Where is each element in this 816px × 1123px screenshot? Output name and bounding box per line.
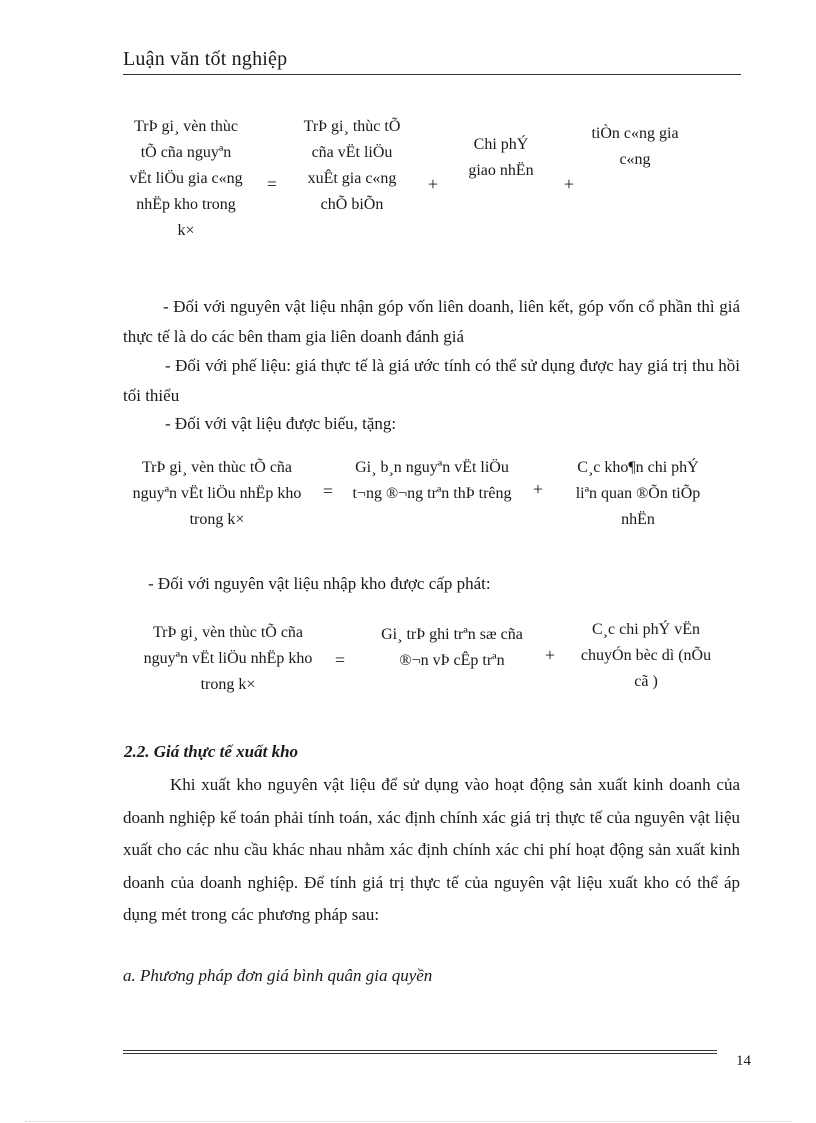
page-edge (25, 1121, 791, 1122)
paragraph-donated: - Đối với vật liệu được biếu, tặng: (165, 414, 397, 433)
header-divider (123, 74, 741, 75)
formula-1-term-3: tiÒn c«ng gia c«ng (591, 125, 679, 168)
formula-1-plus-1: + (427, 174, 439, 194)
paragraph-capital-contribution: - Đối với nguyên vật liệu nhận góp vốn liên doanh, liên kết, góp vốn cổ phần thì giá thực tế là do các bên tham gia liên doanh đánh giá (123, 297, 740, 346)
formula-2-lhs: TrÞ gi¸ vèn thùc tÕ cña nguyªn vËt liÖu nhËp kho trong k× (132, 459, 302, 528)
formula-3-equals: = (334, 650, 346, 670)
paragraph-allocated: - Đối với nguyên vật liệu nhập kho được cấp phát: (148, 574, 491, 593)
formula-1-lhs: TrÞ gi¸ vèn thùc tÕ cña nguyªn vËt liÖu gia c«ng nhËp kho trong k× (129, 118, 243, 239)
page-number: 14 (736, 1053, 751, 1069)
section-heading: 2.2. Giá thực tế xuất kho (124, 742, 299, 761)
formula-2-equals: = (322, 481, 334, 501)
formula-1-equals: = (266, 174, 278, 194)
section-body: Khi xuất kho nguyên vật liệu để sử dụng vào hoạt động sản xuất kinh doanh của doanh nghiệp kế toán phải tính toán, xác định chính xác giá trị thực tế của nguyên vật liệu xuất cho các nhu cầu khác nhau nhằm xác định chính xác chi phí hoạt động sản xuất kinh doanh của doanh nghiệp. Để tính giá trị thực tế của nguyên vật liệu xuất kho có thể áp dụng mét trong các phương pháp sau: (123, 775, 740, 924)
formula-3-lhs: TrÞ gi¸ vèn thùc tÕ cña nguyªn vËt liÖu nhËp kho trong k× (143, 624, 313, 693)
footer-divider-double (123, 1053, 717, 1054)
formula-3-plus: + (544, 645, 556, 665)
formula-1-term-2: Chi phÝ giao nhËn (468, 136, 534, 179)
subheading-weighted-average: a. Phương pháp đơn giá bình quân gia quyền (123, 966, 433, 985)
footer-divider (123, 1050, 717, 1051)
formula-1-term-1: TrÞ gi¸ thùc tÕ cña vËt liÖu xuÊt gia c«ng chÕ biÕn (303, 118, 401, 213)
formula-1-plus-2: + (563, 174, 575, 194)
formula-3-term-2: C¸c chi phÝ vËn chuyÓn bèc dì (nÕu cã ) (580, 621, 712, 690)
formula-2-term-1: Gi¸ b¸n nguyªn vËt liÖu t¬ng ®¬ng trªn thÞ trêng (352, 459, 512, 502)
header-title: Luận văn tốt nghiệp (123, 48, 288, 70)
formula-3-term-1: Gi¸ trÞ ghi trªn sæ cña ®¬n vÞ cÊp trªn (381, 626, 523, 669)
paragraph-scrap: - Đối với phế liệu: giá thực tế là giá ước tính có thể sử dụng được hay giá trị thu hồi tối thiểu (123, 356, 740, 405)
formula-2-term-2: C¸c kho¶n chi phÝ liªn quan ®Õn tiÕp nhËn (575, 459, 701, 528)
formula-2-plus: + (532, 479, 544, 499)
